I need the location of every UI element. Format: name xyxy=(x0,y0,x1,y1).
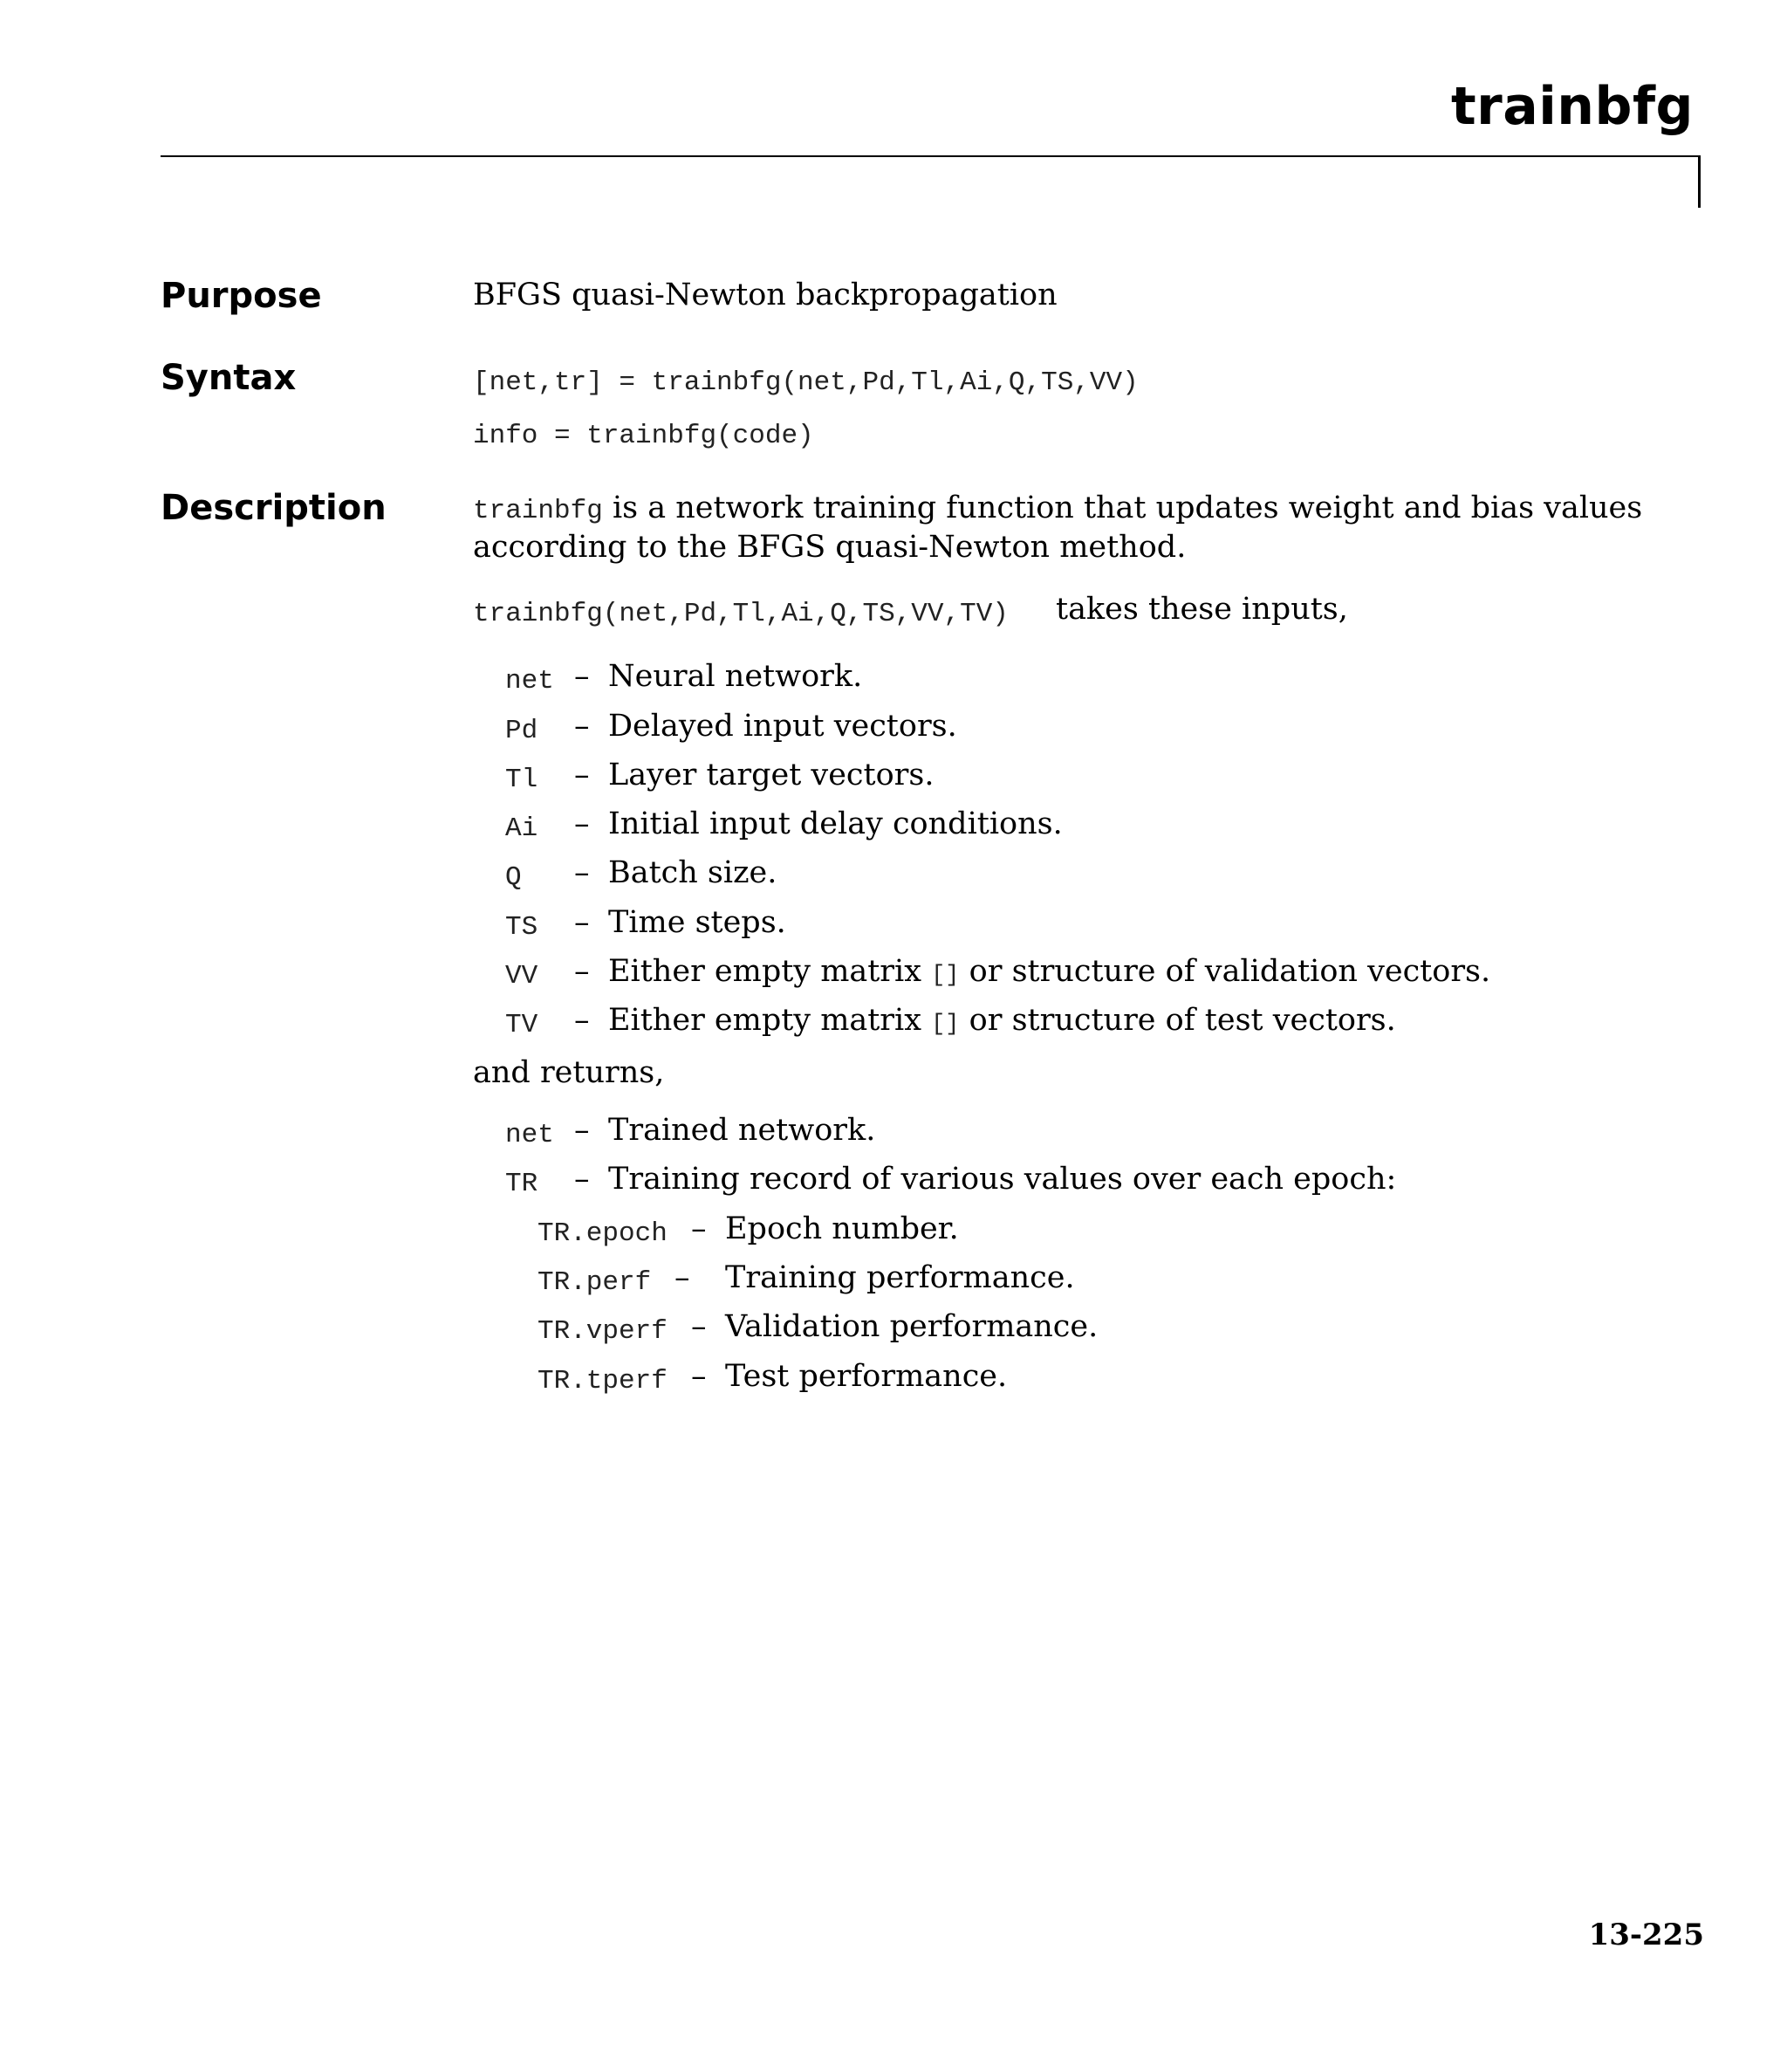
input-description xyxy=(608,1005,1396,1037)
input-name: TS xyxy=(505,912,538,943)
description-label: Description xyxy=(161,488,387,528)
intro-code: trainbfg xyxy=(473,496,603,526)
input-dash: – xyxy=(574,806,590,841)
input-description: Time steps. xyxy=(608,905,786,940)
purpose-text: BFGS quasi-Newton backpropagation xyxy=(473,278,1058,312)
input-dash: – xyxy=(574,954,590,989)
input-name: TV xyxy=(505,1010,538,1040)
input-description-text: or structure of test vectors. xyxy=(959,1003,1396,1038)
input-description: Batch size. xyxy=(608,855,777,890)
input-name: Q xyxy=(505,862,522,893)
syntax-line-1: [net,tr] = trainbfg(net,Pd,Tl,Ai,Q,TS,VV) xyxy=(473,367,1139,398)
input-name: Pd xyxy=(505,716,538,746)
call-text: takes these inputs, xyxy=(1056,592,1348,627)
input-description xyxy=(608,954,1491,989)
input-dash: – xyxy=(574,905,590,940)
page-number: 13-225 xyxy=(1588,1918,1704,1952)
input-description: Layer target vectors. xyxy=(608,758,935,792)
tr-field-dash: – xyxy=(674,1260,690,1295)
input-dash: – xyxy=(574,1003,590,1038)
tr-field-name: TR.vperf xyxy=(537,1316,668,1347)
input-name: Tl xyxy=(505,765,538,795)
intro-text: is a network training function that updates weight and bias values xyxy=(602,491,1643,525)
tr-field-description: Epoch number. xyxy=(725,1211,959,1246)
syntax-label: Syntax xyxy=(161,358,297,398)
input-name: Ai xyxy=(505,813,538,844)
input-description-text: Either empty matrix xyxy=(608,954,932,989)
tr-field-name: TR.perf xyxy=(537,1267,652,1298)
tr-field-description: Validation performance. xyxy=(725,1309,1099,1344)
input-name: VV xyxy=(505,961,538,991)
return-description: Trained network. xyxy=(608,1113,876,1148)
input-dash: – xyxy=(574,709,590,744)
tr-field-dash: – xyxy=(691,1359,707,1394)
syntax-line-2: info = trainbfg(code) xyxy=(473,421,814,451)
return-name: net xyxy=(505,1120,554,1150)
return-dash: – xyxy=(574,1162,590,1197)
input-description-text: or structure of validation vectors. xyxy=(959,954,1491,989)
purpose-label: Purpose xyxy=(161,276,322,316)
return-dash: – xyxy=(574,1113,590,1148)
input-description: Delayed input vectors. xyxy=(608,709,957,744)
tr-field-description: Training performance. xyxy=(725,1260,1075,1295)
input-dash: – xyxy=(574,659,590,694)
returns-text: and returns, xyxy=(473,1055,665,1090)
header-rule-tick xyxy=(1698,155,1701,208)
description-intro-line-2: according to the BFGS quasi-Newton method. xyxy=(473,530,1187,565)
input-description: Neural network. xyxy=(608,659,863,694)
tr-field-dash: – xyxy=(691,1211,707,1246)
tr-field-description: Test performance. xyxy=(725,1359,1008,1394)
input-dash: – xyxy=(574,758,590,792)
input-name: net xyxy=(505,666,554,696)
input-dash: – xyxy=(574,855,590,890)
page-title: trainbfg xyxy=(1450,76,1694,137)
input-description: Initial input delay conditions. xyxy=(608,806,1063,841)
empty-matrix-code: [] xyxy=(931,963,960,989)
tr-field-dash: – xyxy=(691,1309,707,1344)
header-rule xyxy=(161,155,1701,157)
call-signature: trainbfg(net,Pd,Tl,Ai,Q,TS,VV,TV) xyxy=(473,599,1009,629)
input-description-text: Either empty matrix xyxy=(608,1003,932,1038)
return-name: TR xyxy=(505,1169,538,1199)
return-description: Training record of various values over each epoch: xyxy=(608,1162,1397,1197)
empty-matrix-code: [] xyxy=(931,1012,960,1038)
tr-field-name: TR.epoch xyxy=(537,1218,668,1249)
tr-field-name: TR.tperf xyxy=(537,1366,668,1396)
description-intro-line-1 xyxy=(473,493,1642,525)
